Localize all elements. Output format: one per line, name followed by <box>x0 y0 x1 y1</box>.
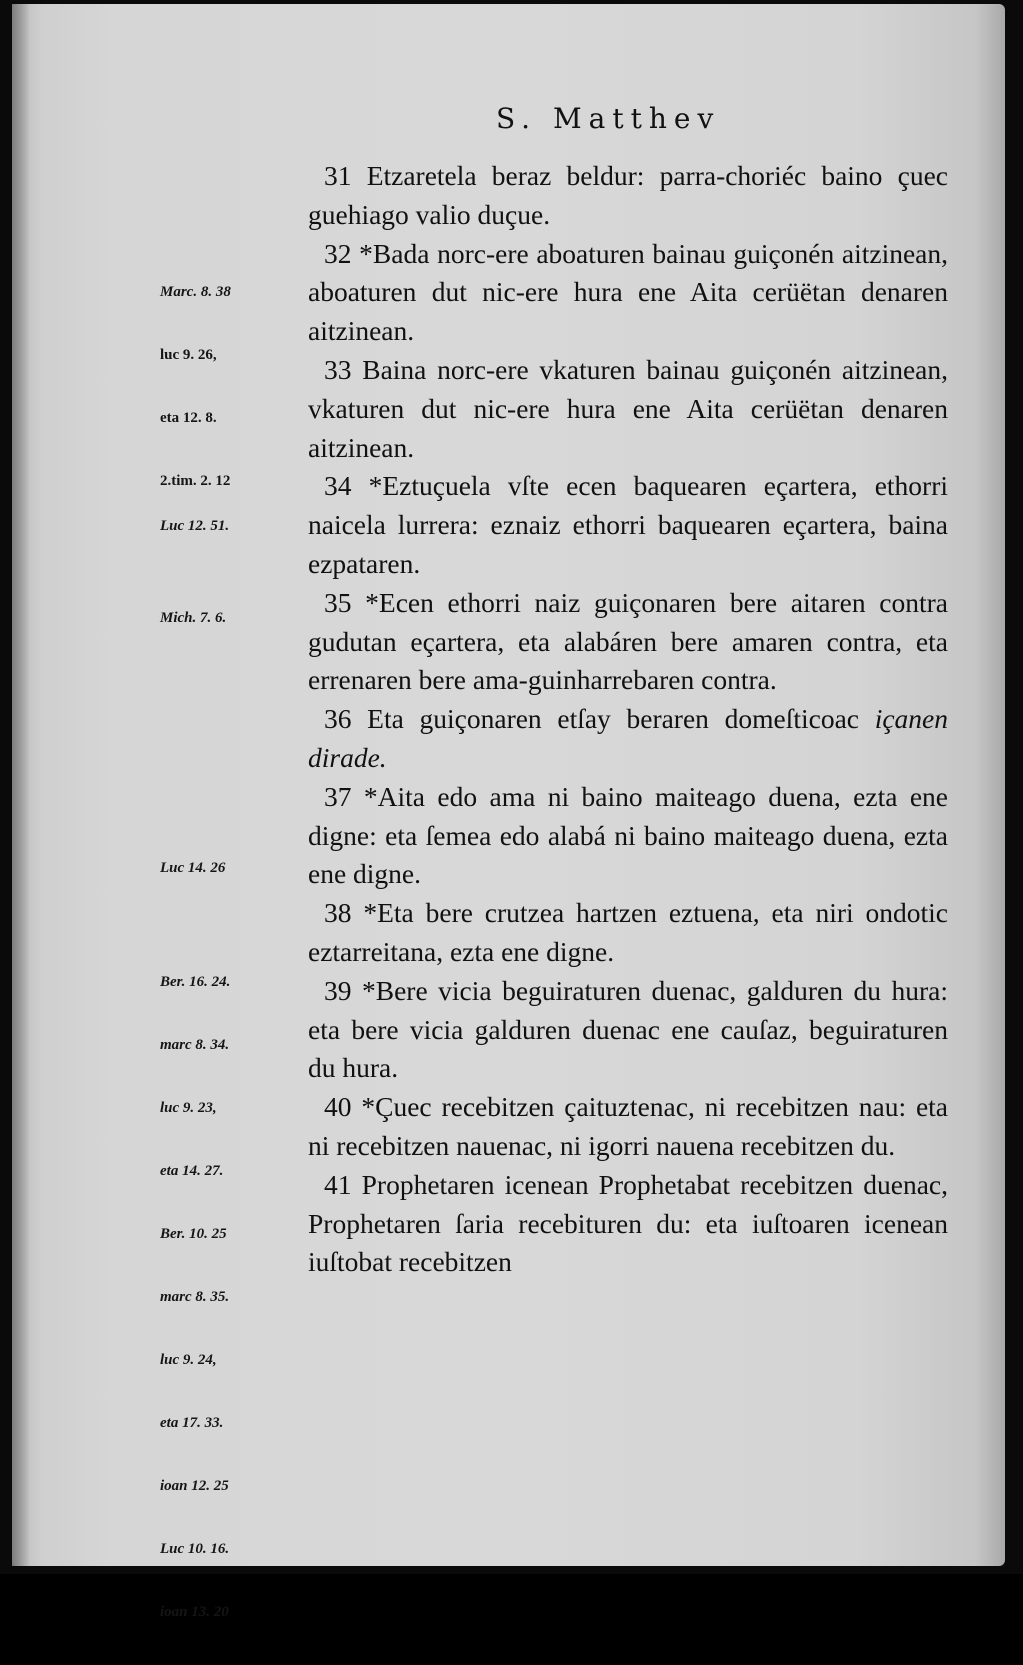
verse-33: 33 Baina norc-ere vkaturen bainau guiçonén aitzinean, vkaturen dut nic-ere hura ene Aita cerüëtan denaren aitzinean. <box>308 353 948 463</box>
margin-ref: eta 12. 8. <box>160 410 217 426</box>
verse-34: 34 *Eztuçuela vſte ecen baquearen eçartera, ethorri naicela lurrera: eznaiz ethorri baquearen eçartera, baina ezpataren. <box>308 470 948 579</box>
verse-32: 32 *Bada norc-ere aboaturen bainau guiçonén aitzinean, aboaturen dut nic-ere hura ene Aita cerüëtan denaren aitzinean. <box>308 237 948 347</box>
margin-ref: Mich. 7. 6. <box>160 610 227 626</box>
margin-note-verse-34 <box>160 474 310 579</box>
margin-note-verse-38 <box>160 930 310 1665</box>
verse-36-italic-tail: içanen dirade. <box>308 703 948 773</box>
margin-ref: Luc 14. 26 <box>160 860 226 876</box>
margin-ref: marc 8. 34. <box>160 1037 230 1053</box>
verse-35: 35 *Ecen ethorri naiz guiçonaren bere aitaren contra gudutan eçartera, eta alabáren bere amaren contra, eta errenaren bere ama-guinharrebaren contra. <box>308 586 948 696</box>
margin-ref: Ber. 10. 25 <box>160 1226 227 1242</box>
margin-ref: Marc. 8. 38 <box>160 284 231 300</box>
margin-ref: Ber. 16. 24. <box>160 974 231 990</box>
margin-ref: luc 9. 26, <box>160 347 217 363</box>
margin-ref: luc 9. 23, <box>160 1100 217 1116</box>
margin-ref: Luc 10. 16. <box>160 1541 230 1557</box>
margin-ref: 2.tim. 2. 12 <box>160 473 231 489</box>
verse-column <box>308 157 948 1282</box>
margin-ref: ioan 12. 25 <box>160 1478 229 1494</box>
verse-39: 39 *Bere vicia beguiraturen duenac, galduren du hura: eta bere vicia galduren duenac ene cauſaz, beguiraturen du hura. <box>308 974 948 1084</box>
margin-ref: ioan 13. 20 <box>160 1604 229 1620</box>
running-head: S. Matthev <box>496 102 721 135</box>
verse-31: 31 Etzaretela beraz beldur: parra-choriéc baino çuec guehiago valio duçue. <box>308 160 948 230</box>
margin-ref: Luc 12. 51. <box>160 518 230 534</box>
book-page <box>12 4 1005 1620</box>
verse-41: 41 Prophetaren icenean Prophetabat recebitzen duenac, Prophetaren ſaria recebituren du: eta iuſtoaren icenean iuſtobat recebitzen <box>308 1168 948 1278</box>
margin-ref: eta 17. 33. <box>160 1415 224 1431</box>
verse-37: 37 *Aita edo ama ni baino maiteago duena, ezta ene digne: eta ſemea edo alabá ni baino maiteago duena, ezta ene digne. <box>308 780 948 890</box>
margin-ref: luc 9. 24, <box>160 1352 217 1368</box>
verse-38: 38 *Eta bere crutzea hartzen eztuena, eta niri ondotic eztarreitana, ezta ene digne. <box>308 897 948 967</box>
verse-36 <box>308 700 948 778</box>
margin-note-verse-37 <box>160 816 310 921</box>
margin-note-verse-35 <box>160 566 310 671</box>
margin-ref: eta 14. 27. <box>160 1163 224 1179</box>
verse-40: 40 *Çuec recebitzen çaituztenac, ni recebitzen nau: eta ni recebitzen nauenac, ni igorri nauena recebitzen du. <box>308 1091 948 1161</box>
verse-36-text: 36 Eta guiçonaren etſay beraren domeſticoac <box>324 703 859 735</box>
margin-ref: marc 8. 35. <box>160 1289 230 1305</box>
